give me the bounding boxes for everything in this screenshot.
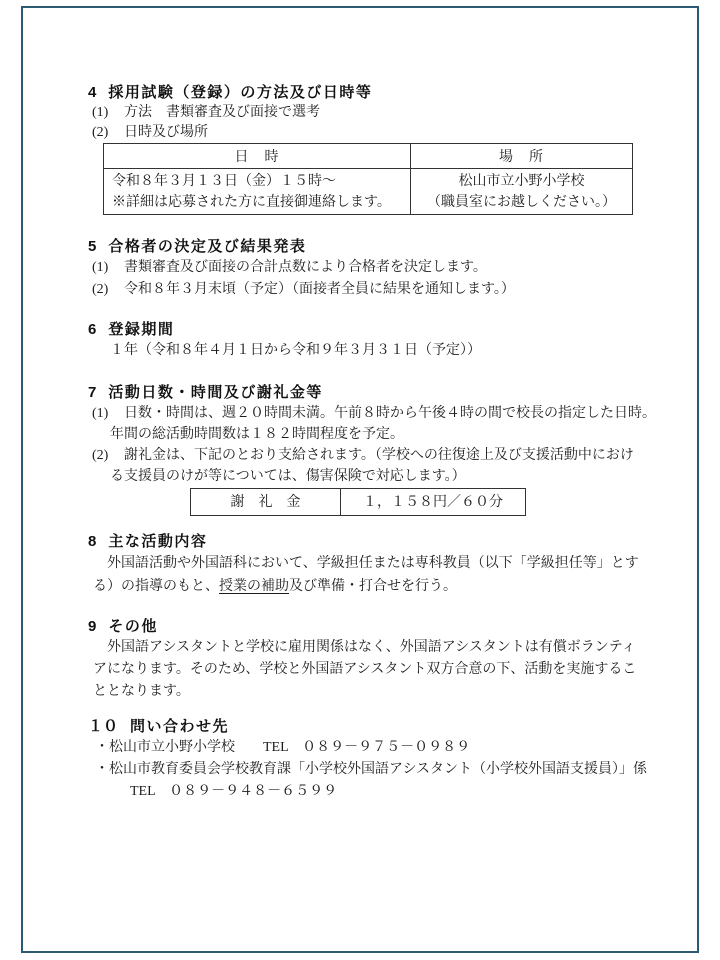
- text-line: 外国語アシスタントと学校に雇用関係はなく、外国語アシスタントは有償ボランティ: [107, 640, 636, 655]
- item-label: (2): [92, 125, 109, 140]
- section-9-heading: [0, 617, 720, 637]
- section-7-title: 活動日数・時間及び謝礼金等: [108, 384, 323, 401]
- contact-line-school: ・松山市立小野小学校 TEL ０８９－９７５－０９８９: [95, 740, 471, 755]
- section-6-number: 6: [88, 321, 97, 338]
- section-5-heading: [0, 237, 720, 257]
- section-6-heading: [0, 320, 720, 340]
- section-10: [0, 717, 720, 803]
- section-8: [0, 532, 720, 598]
- text-line: [93, 575, 720, 598]
- item-text: 令和８年３月末頃（予定）（面接者全員に結果を通知します。）: [124, 282, 515, 297]
- section-7-number: 7: [88, 384, 97, 401]
- section-10-title: 問い合わせ先: [130, 718, 230, 735]
- item-text: [110, 403, 720, 445]
- text-segment: る）の指導のもと、: [93, 579, 219, 594]
- underlined-text: 授業の補助: [219, 579, 289, 594]
- text-line: 外国語活動や外国語科において、学級担任または専科教員（以下「学級担任等」とす: [107, 556, 639, 571]
- section-4: [0, 83, 720, 215]
- section-4-title: 採用試験（登録）の方法及び日時等: [108, 84, 373, 101]
- item-label: (1): [92, 406, 109, 421]
- text-line: 年間の総活動時間数は１８２時間程度を予定。: [110, 427, 404, 442]
- text-line: 日数・時間は、週２０時間未満。午前８時から午後４時の間で校長の指定した日時。: [124, 406, 656, 421]
- section-5-title: 合格者の決定及び結果発表: [108, 238, 307, 255]
- section-10-heading: [0, 717, 720, 737]
- reward-value-cell: １，１５８円／６０分: [341, 489, 526, 516]
- list-item-result: [0, 279, 720, 301]
- section-7: [0, 383, 720, 516]
- section-4-heading: [0, 83, 720, 103]
- datetime-note: ※詳細は応募された方に直接御連絡します。: [112, 194, 391, 210]
- reward-table: [190, 488, 526, 516]
- section-10-number: １０: [88, 718, 119, 735]
- contact-board-tel: TEL ０８９－９４８－６５９９: [130, 784, 338, 799]
- list-item-datetime-place: [0, 123, 720, 143]
- reward-label-cell: 謝 礼 金: [191, 489, 341, 516]
- text-line: ととなります。: [93, 684, 190, 699]
- table-header-row: [104, 144, 633, 169]
- schedule-table: [103, 143, 633, 215]
- registration-period-text: １年（令和８年４月１日から令和９年３月３１日（予定））: [110, 343, 481, 358]
- place-line: 松山市立小野小学校: [458, 173, 585, 189]
- section-9-title: その他: [108, 618, 158, 635]
- section-8-number: 8: [88, 533, 97, 550]
- item-text: 日時及び場所: [124, 125, 208, 140]
- section-5: [0, 237, 720, 301]
- list-item-hours: [0, 403, 720, 445]
- col-header-datetime: 日 時: [104, 144, 411, 169]
- text-line: る支援員のけが等については、傷害保険で対応します。）: [110, 469, 466, 484]
- text-line: 謝礼金は、下記のとおり支給されます。（学校への往復途上及び支援活動中におけ: [124, 448, 634, 463]
- section-5-number: 5: [88, 238, 97, 255]
- list-item-method: [0, 103, 720, 123]
- text-segment: 及び準備・打合せを行う。: [289, 579, 457, 594]
- section-6-title: 登録期間: [108, 321, 175, 338]
- section-9-number: 9: [88, 618, 97, 635]
- item-text: [110, 445, 720, 487]
- activity-paragraph: [0, 552, 720, 598]
- section-6: [0, 320, 720, 362]
- section-7-heading: [0, 383, 720, 403]
- item-label: (1): [92, 105, 109, 120]
- item-label: (1): [92, 260, 109, 275]
- item-label: (2): [92, 282, 109, 297]
- section-8-heading: [0, 532, 720, 552]
- list-item-reward: [0, 445, 720, 487]
- table-data-row: [104, 169, 633, 215]
- contact-line-board: ・松山市教育委員会学校教育課「小学校外国語アシスタント（小学校外国語支援員）」係: [95, 762, 648, 777]
- section-8-title: 主な活動内容: [108, 533, 208, 550]
- text-line: アになります。そのため、学校と外国語アシスタント双方合意の下、活動を実施するこ: [93, 662, 637, 677]
- place-cell: [411, 169, 633, 215]
- reward-row: [191, 489, 526, 516]
- other-paragraph: [0, 637, 720, 703]
- col-header-place: 場 所: [411, 144, 633, 169]
- item-label: (2): [92, 448, 109, 463]
- section-4-number: 4: [88, 84, 97, 101]
- item-text: 書類審査及び面接の合計点数により合格者を決定します。: [124, 260, 487, 275]
- datetime-cell: [104, 169, 411, 215]
- item-text: 方法 書類審査及び面接で選考: [124, 105, 320, 120]
- datetime-line: 令和８年３月１３日（金）１５時～: [112, 173, 336, 189]
- place-note: （職員室にお越しください。）: [427, 194, 616, 210]
- list-item-selection: [0, 257, 720, 279]
- section-9: [0, 617, 720, 703]
